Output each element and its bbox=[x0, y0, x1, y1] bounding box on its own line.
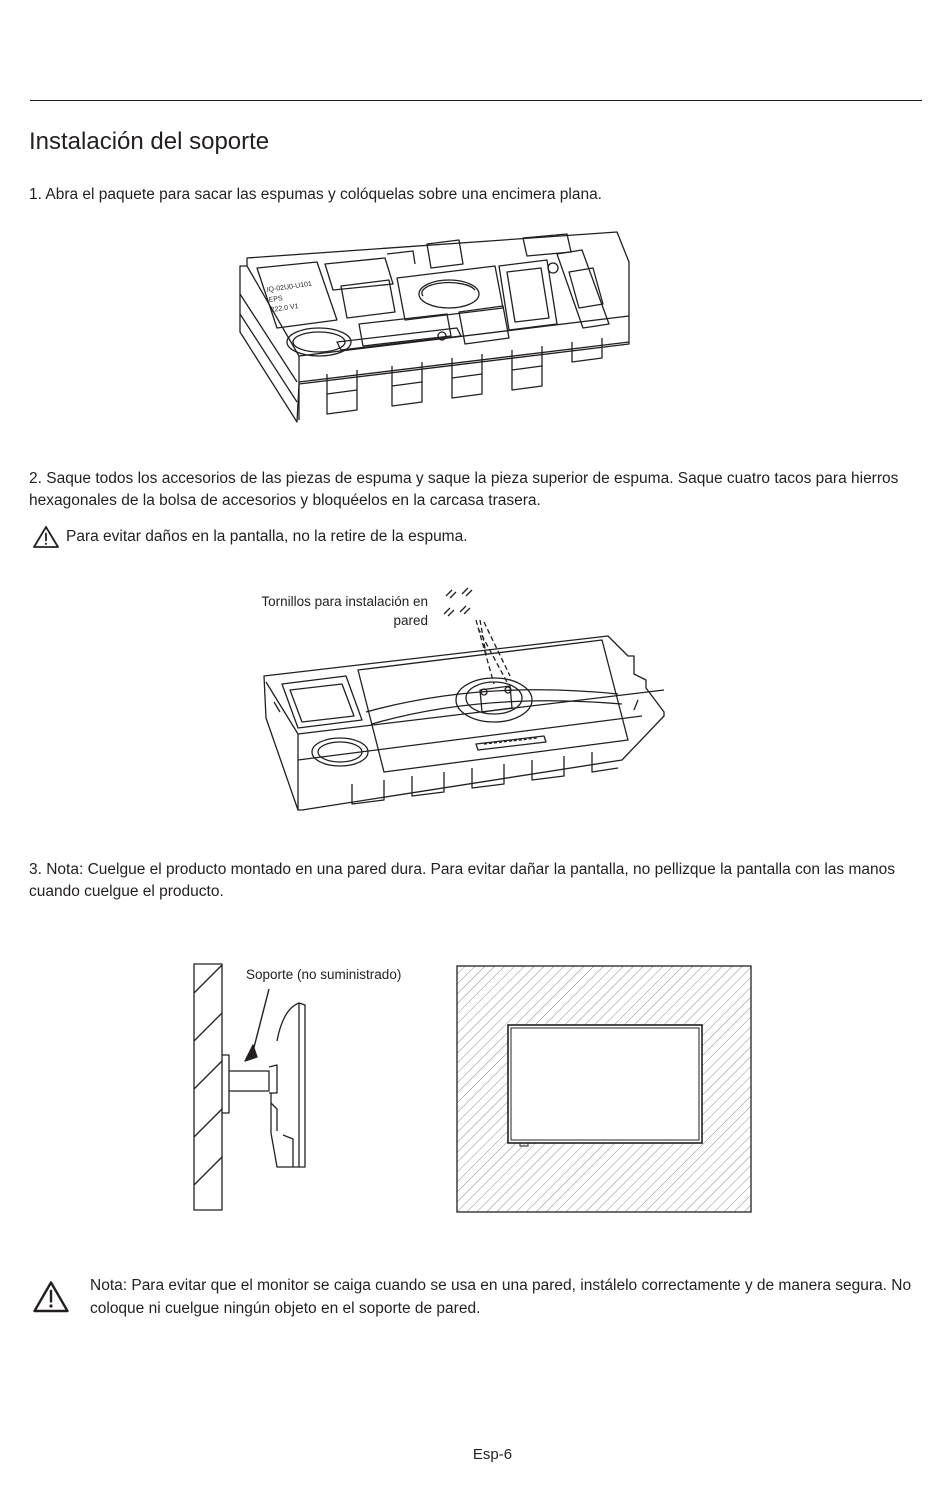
svg-text:IQ-02U0-U101: IQ-02U0-U101 bbox=[266, 280, 313, 294]
wall-mount-front-view-illustration bbox=[456, 965, 752, 1213]
page-number: Esp-6 bbox=[472, 1446, 513, 1463]
svg-text:222.0 V1: 222.0 V1 bbox=[270, 303, 300, 314]
page-title: Instalación del soporte bbox=[29, 128, 270, 155]
wall-safety-warning bbox=[32, 1274, 950, 1320]
foam-warning bbox=[32, 525, 468, 549]
foam-packaging-illustration bbox=[237, 224, 637, 426]
header-rule bbox=[30, 100, 922, 101]
wall-mount-side-view-illustration bbox=[193, 963, 318, 1211]
step-1-text: 1. Abra el paquete para sacar las espumas y colóquelas sobre una encimera plana. bbox=[29, 186, 602, 203]
wall-safety-warning-text: Nota: Para evitar que el monitor se caiga cuando se usa en una pared, instálelo correctamente y de manera segura. No coloque ni cuelgue ningún objeto en el soporte de pared. bbox=[90, 1277, 912, 1317]
warning-triangle-icon bbox=[32, 1280, 70, 1314]
bracket-label: Soporte (no suministrado) bbox=[246, 967, 402, 982]
monitor-in-foam-illustration bbox=[262, 584, 666, 816]
step-2-text: 2. Saque todos los accesorios de las piezas de espuma y saque la pieza superior de espuma. Saque cuatro tacos para hierros hexagonales de la bolsa de accesorios y bloquéelos en la carcasa trasera. bbox=[29, 470, 899, 509]
warning-triangle-icon bbox=[32, 525, 60, 549]
foam-warning-text: Para evitar daños en la pantalla, no la retire de la espuma. bbox=[66, 528, 468, 545]
wall-screws-icon bbox=[444, 588, 472, 616]
step-3-text: 3. Nota: Cuelgue el producto montado en una pared dura. Para evitar dañar la pantalla, no pellizque la pantalla con las manos cuando cuelgue el producto. bbox=[29, 861, 895, 900]
screws-label: Tornillos para instalación en pared bbox=[261, 594, 428, 628]
svg-text:EPS: EPS bbox=[268, 295, 284, 304]
